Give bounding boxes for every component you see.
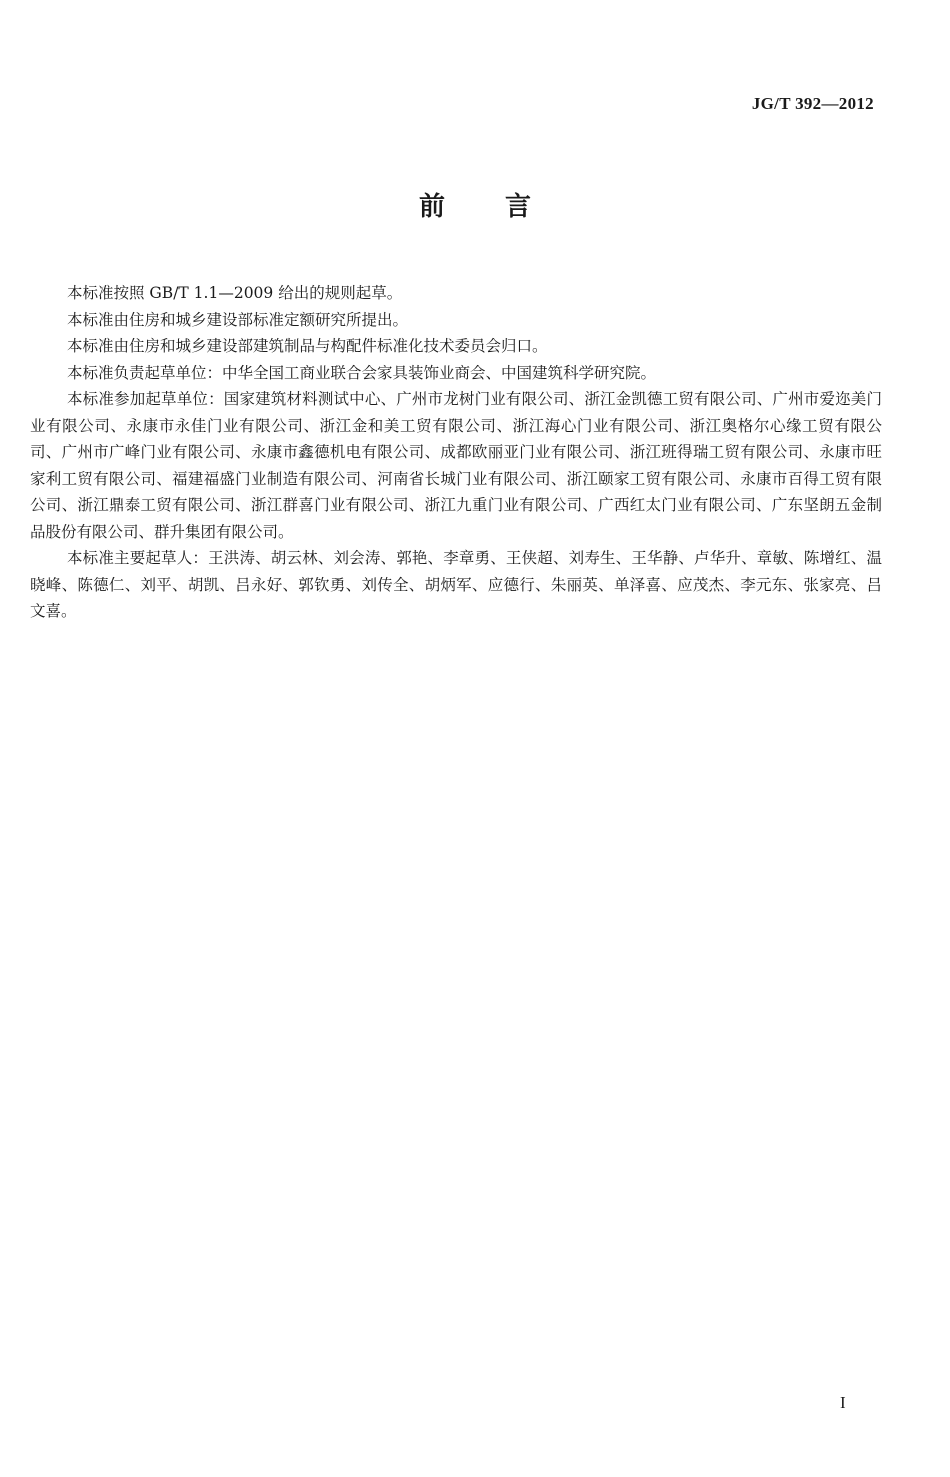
foreword-body xyxy=(30,280,882,625)
paragraph-proposed-by: 本标准由住房和城乡建设部标准定额研究所提出。 xyxy=(67,310,409,329)
standard-code: JG/T 392—2012 xyxy=(751,94,874,113)
page-title: 前言 xyxy=(418,192,591,222)
paragraph-main-drafters: 本标准主要起草人：王洪涛、胡云林、刘会涛、郭艳、李章勇、王侠超、刘寿生、王华静、卢华升、章敏、陈增红、温晓峰、陈德仁、刘平、胡凯、吕永好、郭钦勇、刘传全、胡炳军、应德行、朱丽英、单泽喜、应茂杰、李元东、张家亮、吕文喜。 xyxy=(30,549,882,620)
page-number: I xyxy=(840,1393,846,1412)
paragraph-drafting-rules: 本标准按照 GB/T 1.1—2009 给出的规则起草。 xyxy=(67,284,403,302)
paragraph-administered-by: 本标准由住房和城乡建设部建筑制品与构配件标准化技术委员会归口。 xyxy=(67,337,548,355)
paragraph-lead-drafters: 本标准负责起草单位：中华全国工商业联合会家具装饰业商会、中国建筑科学研究院。 xyxy=(67,363,657,382)
paragraph-participating-units: 本标准参加起草单位：国家建筑材料测试中心、广州市龙树门业有限公司、浙江金凯德工贸有限公司、广州市爱迩美门业有限公司、永康市永佳门业有限公司、浙江金和美工贸有限公司、浙江海心门业有限公司、浙江奥格尔心缘工贸有限公司、广州市广峰门业有限公司、永康市鑫德机电有限公司、成都欧丽亚门业有限公司、浙江班得瑞工贸有限公司、永康市旺家利工贸有限公司、福建福盛门业制造有限公司、河南省长城门业有限公司、浙江颐家工贸有限公司、永康市百得工贸有限公司、浙江鼎泰工贸有限公司、浙江群喜门业有限公司、浙江九重门业有限公司、广西红太门业有限公司、广东坚朗五金制品股份有限公司、群升集团有限公司。 xyxy=(30,390,882,541)
